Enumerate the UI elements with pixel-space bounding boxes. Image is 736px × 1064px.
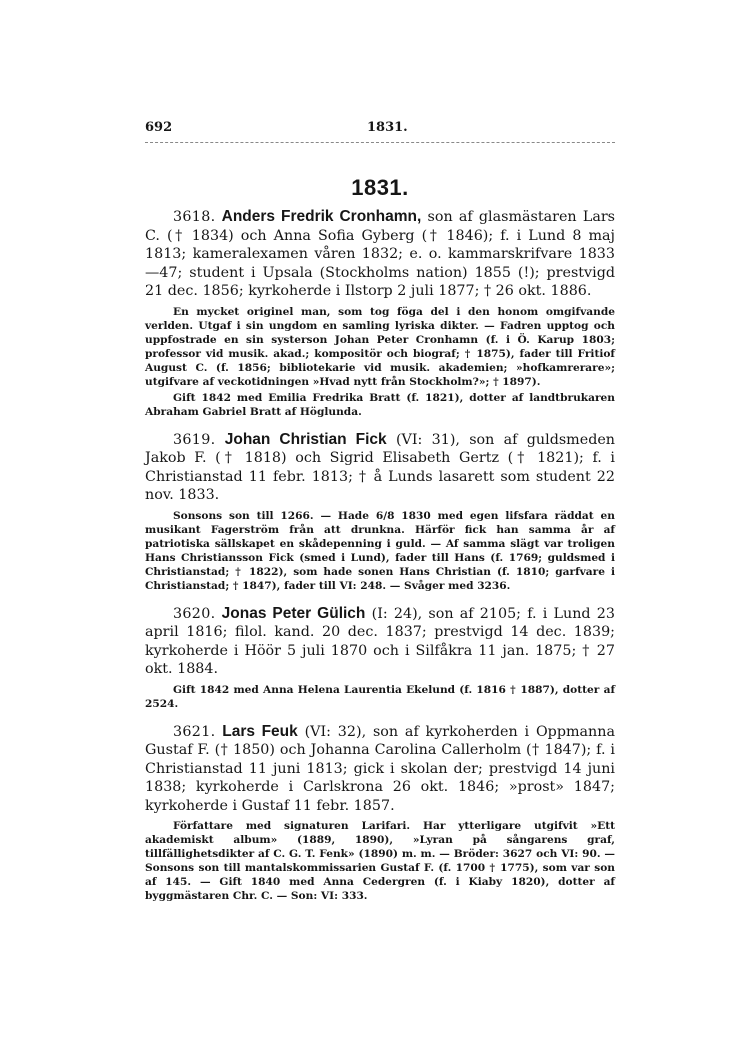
entry-biography: (VI: 31), son af guldsmeden Jakob F. († 1818) och Sigrid Elisabeth Gertz († 1821); f. i Christianstad 11 febr. 1813; † å Lunds lasarett som student 22 nov. 1833. [145,431,616,503]
entry-note: Författare med signaturen Larifari. Har ytterligare utgifvit »Ett akademiskt album» (1889, 1890), »Lyran på sångarens graf, tillfällighetsdikter af C. G. T. Fenk» (1890) m. m. — Bröder: 3627 och VI: 90. — Sonsons son till mantalskommissarien Gustaf F. (f. 1700 † 1775), som var son af 145. — Gift 1840 med Anna Cedergren (f. i Kiaby 1820), dotter af byggmästaren Chr. C. — Son: VI: 333. [145,820,615,902]
entry-number: 3618. [173,209,216,225]
entry-note: Sonsons son till 1266. — Hade 6/8 1830 med egen lifsfara räddat en musikant Fagerström från att drunkna. Härför fick han samma år af patriotiska sällskapet en skådepenning i guld. — Af samma slägt var troligen Hans Christiansson Fick (smed i Lund), fader till Hans (f. 1769; guldsmed i Christianstad; † 1822), som hade sonen Hans Christian (f. 1810; garfvare i Christianstad; † 1847), fader till VI: 248. — Svåger med 3236. [145,509,615,592]
entry-main-text [145,723,615,816]
entry-biography: son af glasmästaren Lars C. († 1834) och Anna Sofia Gyberg († 1846); f. i Lund 8 maj 1813; kameralexamen våren 1832; e. o. kammarskrifvare 1833—47; student i Upsala (Stockholms nation) 1855 (!); prestvigd 21 dec. 1856; kyrkoherde i Ilstorp 2 juli 1877; † 26 okt. 1886. [145,209,616,299]
entry-number: 3620. [173,605,216,622]
entry-number: 3621. [173,723,216,740]
header-divider [145,142,615,143]
section-title: 1831. [351,175,409,200]
entry-biography: (VI: 32), son af kyrkoherden i Oppmanna Gustaf F. († 1850) och Johanna Carolina Callerholm († 1847); f. i Christianstad 11 juni 1813; gick i skolan der; prestvigd 14 juni 1838; kyrkoherde i Carlskrona 26 okt. 1846; »prost» 1847; kyrkoherde i Gustaf 11 febr. 1857. [145,723,615,814]
entry-3618 [145,208,615,419]
entry-main-text [145,431,615,505]
entry-3619 [145,431,615,593]
entries-list [145,208,615,915]
entry-name: Johan Christian Fick [224,430,387,448]
entry-name: Jonas Peter Gülich [221,604,366,622]
entry-name: Lars Feuk [222,722,298,740]
entry-main-text [145,605,615,679]
header-year: 1831. [367,120,408,135]
entry-biography: (I: 24), son af 2105; f. i Lund 23 april 1816; filol. kand. 20 dec. 1837; prestvigd 14 dec. 1839; kyrkoherde i Höör 5 juli 1870 och i Silfåkra 11 jan. 1875; † 27 okt. 1884. [145,605,615,677]
entry-marriage-note: Gift 1842 med Emilia Fredrika Bratt (f. 1821), dotter af landtbrukaren Abraham Gabriel Bratt af Höglunda. [145,391,615,418]
entry-note: En mycket originel man, som tog föga del i den honom omgifvande verlden. Utgaf i sin ungdom en samling lyriska dikter. — Fadren upptog och uppfostrade en sin systerson Johan Peter Cronhamn (f. i Ö. Karup 1803; professor vid musik. akad.; kompositör och biograf; † 1875), fader till Fritiof August C. (f. 1856; bibliotekarie vid musik. akademien; »hofkamrerare»; utgifvare af veckotidningen »Hvad nytt från Stockholm?»; † 1897). [145,305,615,388]
entry-number: 3619. [173,431,216,448]
entry-3621 [145,723,615,904]
running-head [145,120,615,140]
entry-name: Anders Fredrik Cronhamn, [221,208,422,225]
entry-3620 [145,605,615,711]
entry-main-text [145,208,615,301]
entry-marriage-note: Gift 1842 med Anna Helena Laurentia Ekelund (f. 1816 † 1887), dotter af 2524. [145,683,615,710]
page-number: 692 [145,120,173,135]
